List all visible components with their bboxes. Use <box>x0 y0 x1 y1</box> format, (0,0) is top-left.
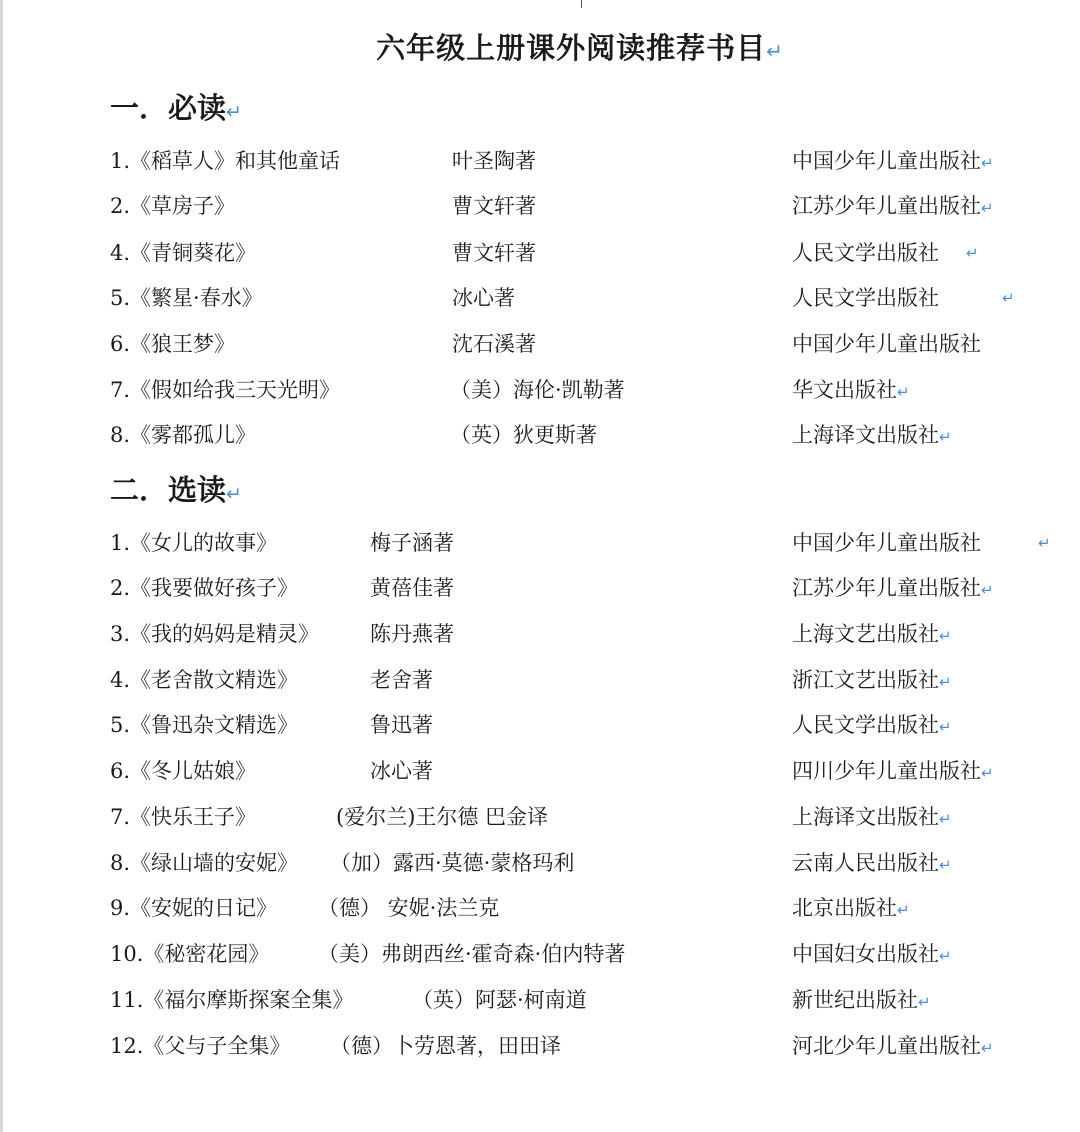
book-row <box>0 1031 1080 1061</box>
book-title: 7.《假如给我三天光明》 <box>110 378 341 402</box>
book-publisher: 人民文学出版社↵ <box>792 713 952 737</box>
paragraph-mark-icon: ↵ <box>897 901 910 919</box>
book-row <box>0 802 1080 832</box>
book-publisher: 中国少年儿童出版社 <box>792 332 981 356</box>
book-author: 叶圣陶著 <box>452 149 536 173</box>
section-heading-text: 一．必读 <box>110 91 227 125</box>
book-title: 4.《老舍散文精选》 <box>110 668 299 692</box>
section-heading-text: 二．选读 <box>110 473 227 507</box>
paragraph-mark-icon: ↵ <box>1038 534 1051 552</box>
paragraph-mark-icon: ↵ <box>939 856 952 874</box>
book-publisher: 上海文艺出版社↵ <box>792 622 952 646</box>
book-title: 4.《青铜葵花》 <box>110 241 257 265</box>
paragraph-mark-icon: ↵ <box>1002 289 1015 307</box>
paragraph-mark-icon: ↵ <box>897 383 910 401</box>
book-row <box>0 191 1080 221</box>
book-publisher: 华文出版社↵ <box>792 378 910 402</box>
book-title: 8.《绿山墙的安妮》 <box>110 851 299 875</box>
book-author: (爱尔兰)王尔德 巴金译 <box>336 805 549 829</box>
book-publisher: 上海译文出版社↵ <box>792 805 952 829</box>
book-author: （美）海伦·凯勒著 <box>450 378 625 402</box>
book-author: （加）露西·莫德·蒙格玛利 <box>330 851 575 875</box>
document-title-text: 六年级上册课外阅读推荐书目 <box>376 31 767 65</box>
book-author: （德） 安妮·法兰克 <box>318 896 500 920</box>
book-row <box>0 756 1080 786</box>
book-publisher: 新世纪出版社↵ <box>792 988 931 1012</box>
book-title: 2.《草房子》 <box>110 194 236 218</box>
book-title: 7.《快乐王子》 <box>110 805 257 829</box>
book-row <box>0 573 1080 603</box>
book-title: 6.《狼王梦》 <box>110 332 236 356</box>
book-author: （英）阿瑟·柯南道 <box>412 988 587 1012</box>
book-row <box>0 420 1080 450</box>
book-row <box>0 283 1080 313</box>
paragraph-mark-icon: ↵ <box>918 993 931 1011</box>
paragraph-mark-icon: ↵ <box>939 810 952 828</box>
paragraph-mark-icon: ↵ <box>981 581 994 599</box>
book-publisher: 人民文学出版社 <box>792 286 939 310</box>
paragraph-mark-icon: ↵ <box>939 947 952 965</box>
paragraph-mark-icon: ↵ <box>981 199 994 217</box>
book-title: 5.《繁星·春水》 <box>110 286 263 310</box>
book-title: 10.《秘密花园》 <box>110 942 270 966</box>
book-publisher: 中国妇女出版社↵ <box>792 942 952 966</box>
paragraph-mark-icon: ↵ <box>981 1039 994 1057</box>
book-title: 2.《我要做好孩子》 <box>110 576 299 600</box>
book-publisher: 中国少年儿童出版社↵ <box>792 149 994 173</box>
book-row <box>0 238 1080 268</box>
book-row <box>0 939 1080 969</box>
book-author: （美）弗朗西丝·霍奇森·伯内特著 <box>318 942 626 966</box>
book-row <box>0 848 1080 878</box>
book-author: 沈石溪著 <box>452 332 536 356</box>
book-row <box>0 619 1080 649</box>
book-publisher: 河北少年儿童出版社↵ <box>792 1034 994 1058</box>
paragraph-mark-icon: ↵ <box>966 244 979 262</box>
paragraph-mark-icon: ↵ <box>766 39 784 63</box>
book-publisher: 江苏少年儿童出版社↵ <box>792 194 994 218</box>
book-author: 曹文轩著 <box>452 241 536 265</box>
book-title: 12.《父与子全集》 <box>110 1034 291 1058</box>
book-row <box>0 665 1080 695</box>
book-row <box>0 146 1080 176</box>
paragraph-mark-icon: ↵ <box>226 483 242 505</box>
book-author: （德）卜劳恩著，田田译 <box>330 1034 561 1058</box>
page-top-margin-mark <box>581 0 582 8</box>
book-row <box>0 710 1080 740</box>
book-publisher: 中国少年儿童出版社 <box>792 531 981 555</box>
book-title: 3.《我的妈妈是精灵》 <box>110 622 320 646</box>
book-title: 8.《雾都孤儿》 <box>110 423 257 447</box>
book-title: 5.《鲁迅杂文精选》 <box>110 713 299 737</box>
book-author: 陈丹燕著 <box>370 622 454 646</box>
book-row <box>0 528 1080 558</box>
book-author: 梅子涵著 <box>370 531 454 555</box>
book-row <box>0 329 1080 359</box>
book-author: 老舍著 <box>370 668 433 692</box>
paragraph-mark-icon: ↵ <box>981 154 994 172</box>
book-publisher: 四川少年儿童出版社↵ <box>792 759 994 783</box>
book-title: 6.《冬儿姑娘》 <box>110 759 257 783</box>
book-author: 鲁迅著 <box>370 713 433 737</box>
book-title: 1.《稻草人》和其他童话 <box>110 149 341 173</box>
section-heading-optional <box>110 468 242 509</box>
book-title: 11.《福尔摩斯探案全集》 <box>110 988 354 1012</box>
book-author: （英）狄更斯著 <box>450 423 597 447</box>
book-publisher: 江苏少年儿童出版社↵ <box>792 576 994 600</box>
book-publisher: 云南人民出版社↵ <box>792 851 952 875</box>
document-title <box>0 26 1080 67</box>
paragraph-mark-icon: ↵ <box>939 627 952 645</box>
book-publisher: 上海译文出版社↵ <box>792 423 952 447</box>
book-author: 黄蓓佳著 <box>370 576 454 600</box>
book-publisher: 人民文学出版社 <box>792 241 939 265</box>
section-heading-required <box>110 86 242 127</box>
paragraph-mark-icon: ↵ <box>939 673 952 691</box>
book-row <box>0 985 1080 1015</box>
book-title: 1.《女儿的故事》 <box>110 531 278 555</box>
book-title: 9.《安妮的日记》 <box>110 896 278 920</box>
book-publisher: 北京出版社↵ <box>792 896 910 920</box>
paragraph-mark-icon: ↵ <box>226 101 242 123</box>
paragraph-mark-icon: ↵ <box>939 718 952 736</box>
paragraph-mark-icon: ↵ <box>981 764 994 782</box>
book-author: 冰心著 <box>370 759 433 783</box>
book-publisher: 浙江文艺出版社↵ <box>792 668 952 692</box>
book-row <box>0 375 1080 405</box>
book-author: 曹文轩著 <box>452 194 536 218</box>
book-row <box>0 893 1080 923</box>
book-author: 冰心著 <box>452 286 515 310</box>
paragraph-mark-icon: ↵ <box>939 428 952 446</box>
